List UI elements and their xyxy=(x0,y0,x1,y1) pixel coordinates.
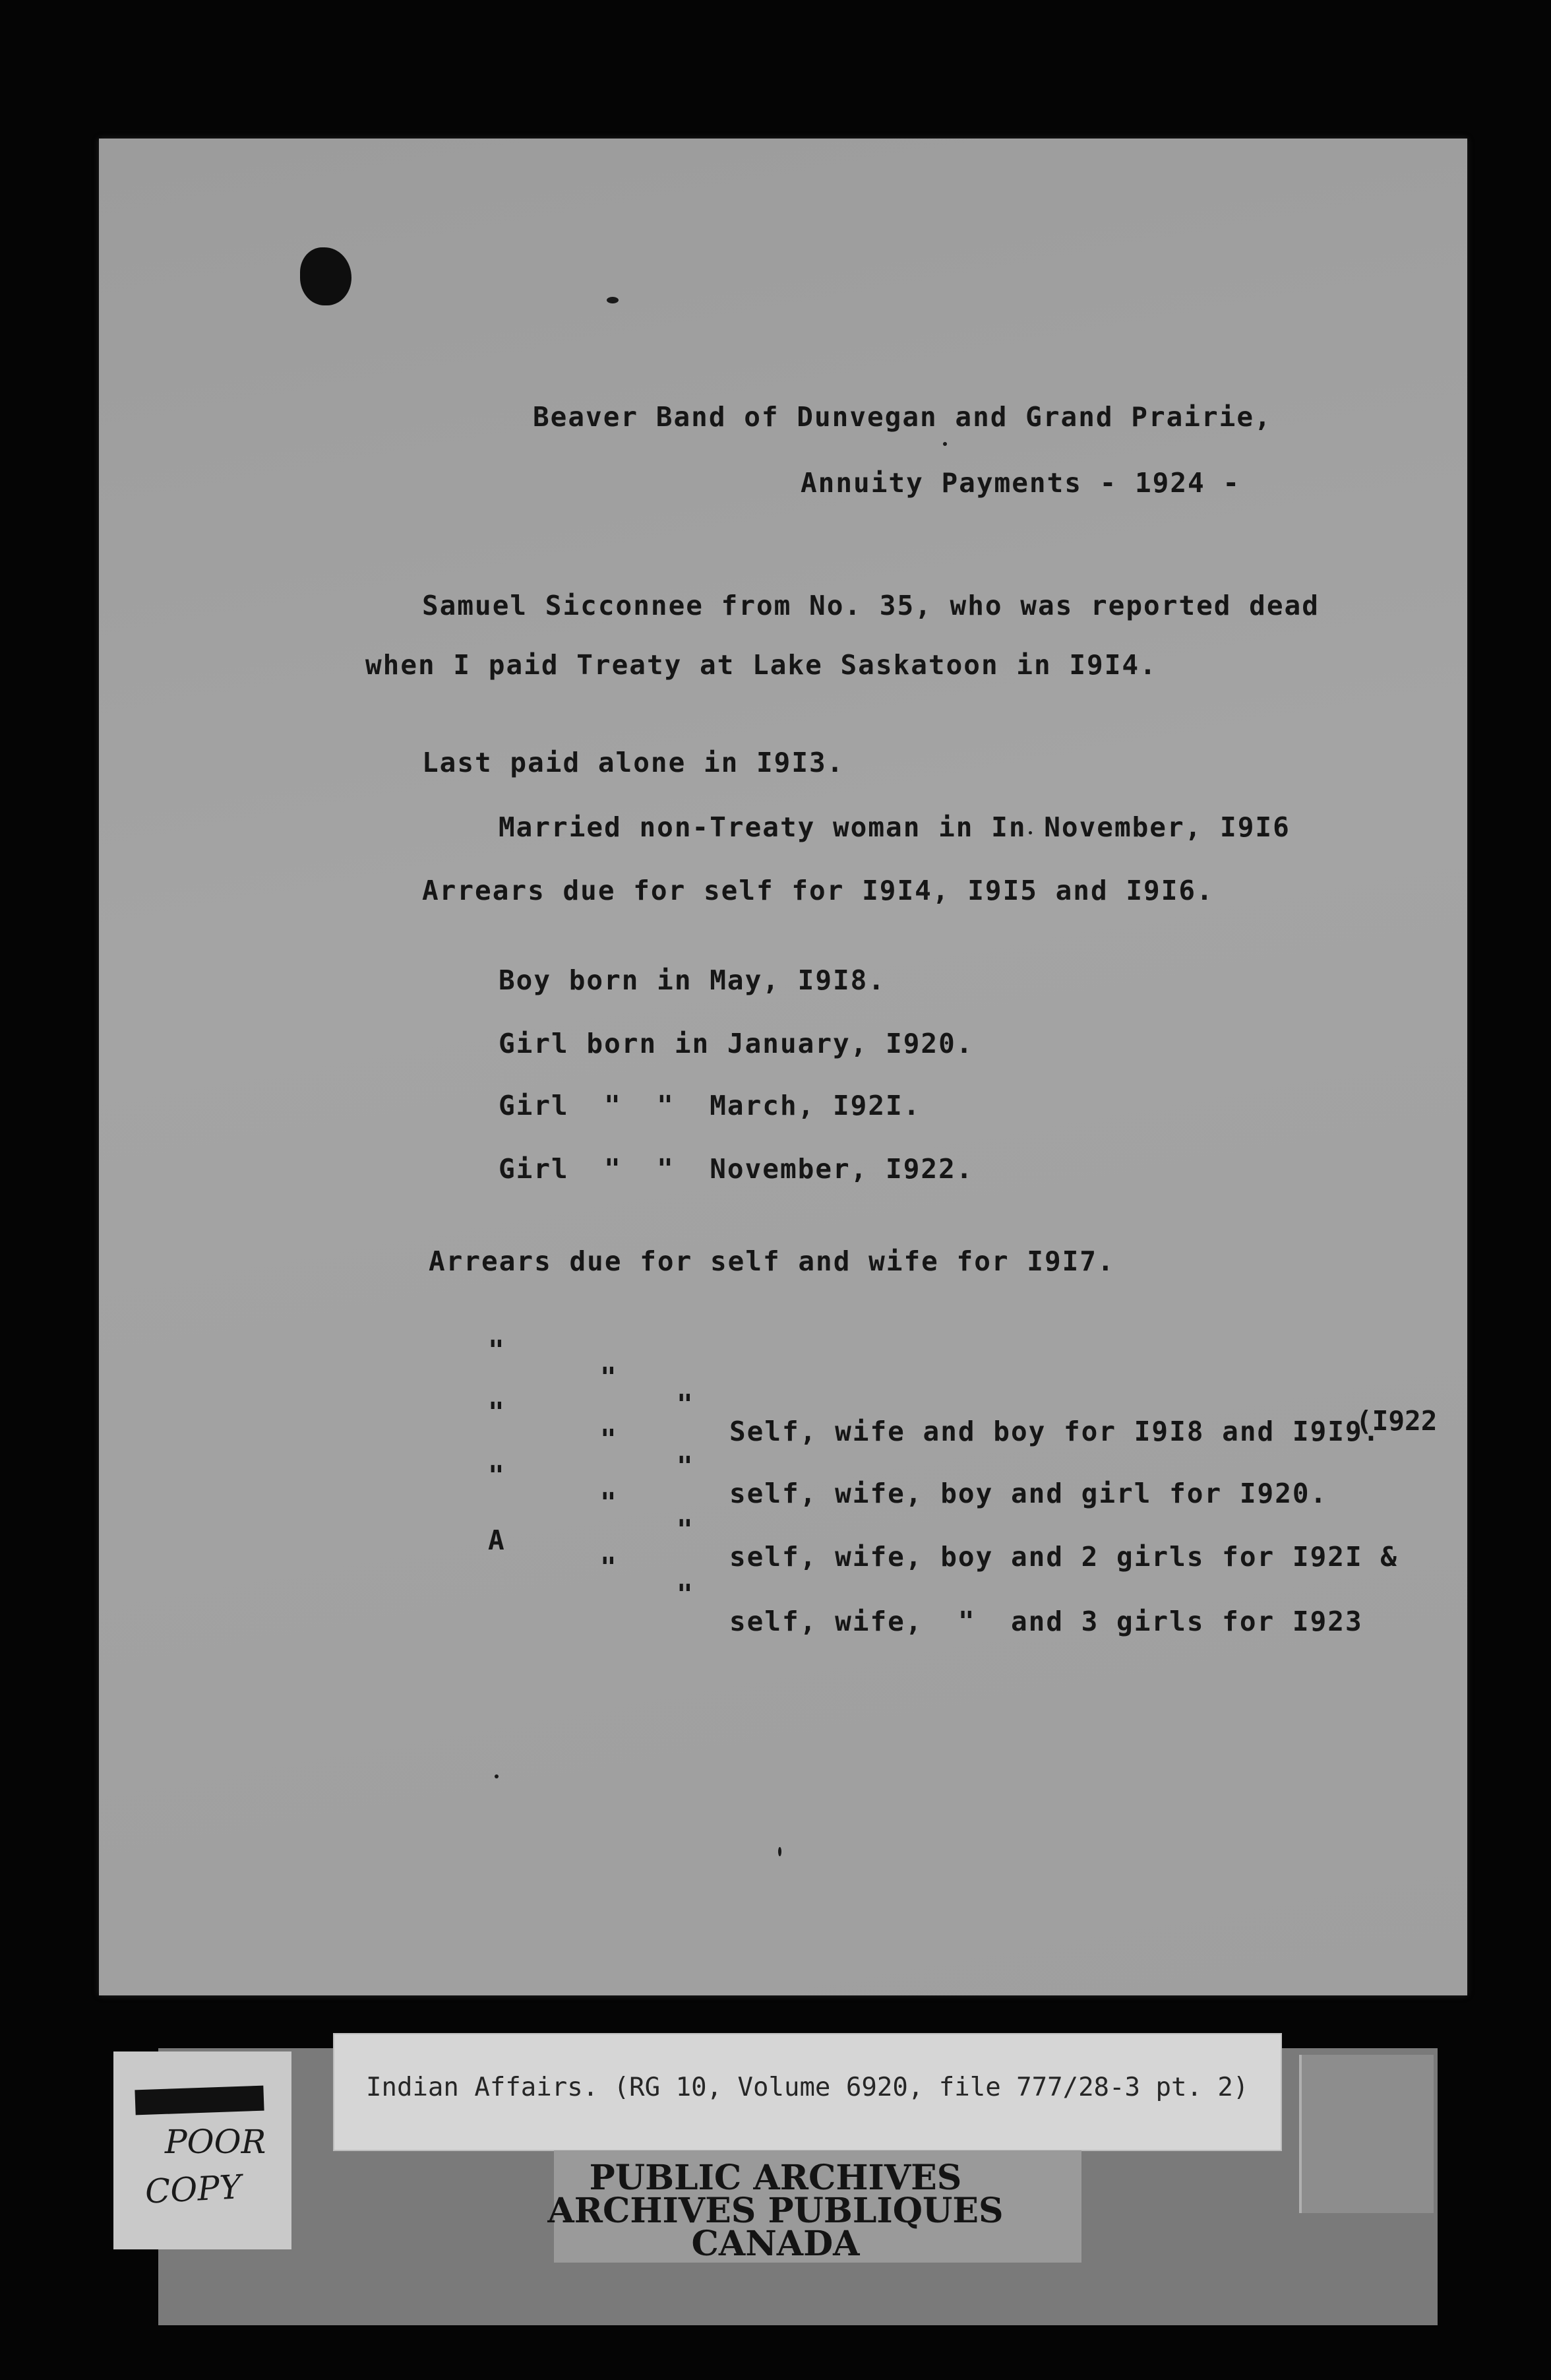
poor-copy-handwriting: POOR xyxy=(165,2123,266,2161)
header-line-1: Beaver Band of Dunvegan and Grand Prairie, xyxy=(533,401,1272,433)
ink-speck xyxy=(607,297,619,303)
poor-copy-handwriting: COPY xyxy=(144,2168,243,2211)
interlined-insert: (I922 xyxy=(1356,1405,1438,1437)
arrears-self-line: Arrears due for self for I9I4, I9I5 and I9I6. xyxy=(422,875,1214,906)
redaction-bar xyxy=(135,2086,264,2115)
arrears-wife-line: Arrears due for self and wife for I9I7. xyxy=(429,1245,1115,1277)
arrears-text: Self, wife and boy for I9I8 and I9I9. xyxy=(729,1416,1381,1447)
birth-line: Girl " " March, I92I. xyxy=(499,1090,921,1121)
archives-stamp-line: PUBLIC ARCHIVES xyxy=(589,2158,962,2198)
birth-line: Girl born in January, I920. xyxy=(499,1028,974,1059)
birth-line: Girl " " November, I922. xyxy=(499,1153,974,1185)
ditto-mark: " xyxy=(488,1334,506,1366)
arrears-text: self, wife, boy and girl for I920. xyxy=(729,1478,1328,1509)
ditto-mark: " xyxy=(677,1579,694,1610)
header-line-2: Annuity Payments - 1924 - xyxy=(801,467,1241,499)
ditto-mark: " xyxy=(600,1551,618,1583)
intro-line-1: Samuel Sicconnee from No. 35, who was reported dead xyxy=(422,590,1320,621)
married-line: Married non-Treaty woman in In November, I9I6 xyxy=(499,811,1291,843)
arrears-text: self, wife, boy and 2 girls for I92I & xyxy=(729,1541,1398,1573)
ink-speck xyxy=(778,1847,781,1856)
ditto-mark: " xyxy=(600,1362,618,1393)
ditto-mark: " xyxy=(677,1451,694,1482)
intro-line-2: when I paid Treaty at Lake Saskatoon in I9I4. xyxy=(365,649,1157,681)
ink-speck xyxy=(943,442,947,446)
punch-hole xyxy=(300,247,351,305)
archives-stamp-line: ARCHIVES PUBLIQUES xyxy=(547,2191,1004,2231)
ditto-mark: " xyxy=(488,1396,506,1428)
ditto-mark: " xyxy=(600,1424,618,1455)
birth-line: Boy born in May, I9I8. xyxy=(499,964,886,996)
ditto-mark: " xyxy=(600,1487,618,1519)
arrears-text: self, wife, " and 3 girls for I923 xyxy=(729,1606,1363,1637)
ditto-mark: " xyxy=(677,1514,694,1546)
ink-speck xyxy=(495,1774,499,1778)
archives-stamp-line: CANADA xyxy=(691,2224,860,2264)
citation-text: Indian Affairs. (RG 10, Volume 6920, file 777/28-3 pt. 2) xyxy=(366,2073,1249,2102)
ditto-mark: A xyxy=(488,1524,506,1556)
last-paid-line: Last paid alone in I9I3. xyxy=(422,747,845,778)
ditto-mark: " xyxy=(677,1389,694,1420)
ditto-mark: " xyxy=(488,1460,506,1491)
